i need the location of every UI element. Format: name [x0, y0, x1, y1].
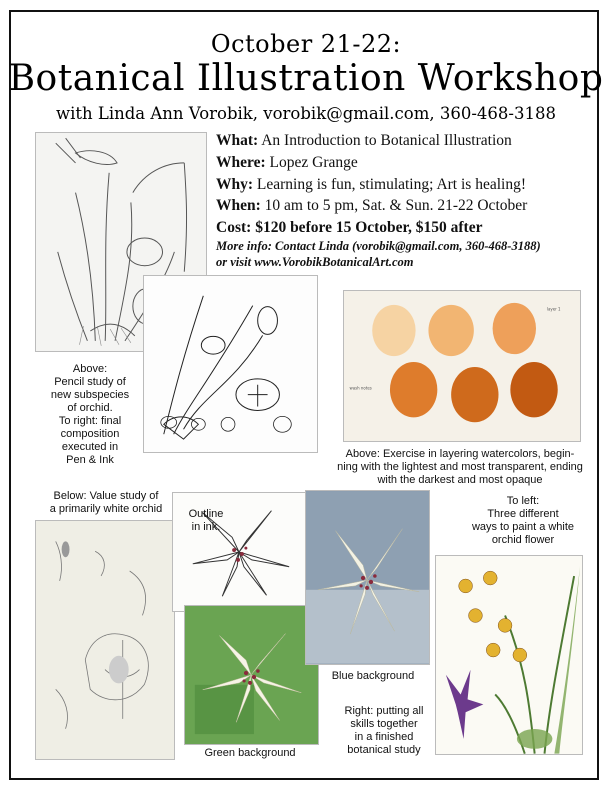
caption-line: composition	[60, 428, 120, 440]
botanical-study-image	[435, 555, 583, 755]
watercolor-caption	[325, 448, 595, 487]
green-background-caption: Green background	[204, 747, 296, 759]
right-caption	[334, 705, 434, 757]
caption-line: To right: final	[58, 415, 122, 427]
caption-line: of orchid.	[67, 402, 113, 414]
where-label: Where:	[216, 154, 266, 171]
caption-line: Three different	[487, 508, 559, 520]
svg-text:wash notes: wash notes	[349, 385, 372, 391]
page-title: Botanical Illustration Workshop	[8, 58, 604, 99]
pencil-study-caption	[42, 363, 138, 467]
caption-line: To left:	[506, 495, 540, 507]
instructor-line: with Linda Ann Vorobik, vorobik@gmail.com, 360-468-3188	[55, 104, 556, 123]
when-label: When:	[216, 197, 261, 214]
when-line	[216, 197, 527, 215]
when-value: 10 am to 5 pm, Sat. & Sun. 21-22 October	[264, 197, 528, 214]
value-study-caption	[36, 490, 176, 516]
caption-line: new subspecies	[50, 389, 130, 401]
why-label: Why:	[216, 176, 254, 193]
caption-line: Pen & Ink	[66, 454, 114, 466]
what-line	[216, 132, 512, 150]
blue-background-caption: Blue background	[331, 670, 415, 682]
value-study-image	[35, 520, 175, 760]
pen-ink-image	[143, 275, 318, 453]
cost-value: $120 before 15 October, $150 after	[255, 219, 483, 236]
what-value: An Introduction to Botanical Illustration	[261, 132, 512, 149]
outline-caption	[176, 508, 236, 534]
caption-line: Below: Value study of	[53, 490, 159, 502]
cost-line	[216, 219, 482, 237]
why-line	[216, 176, 526, 194]
svg-text:layer 1: layer 1	[546, 306, 561, 312]
caption-line: in ink.	[191, 521, 221, 533]
more-info-line: More info: Contact Linda (vorobik@gmail.com, 360-468-3188)	[216, 239, 541, 253]
blue-background-image	[305, 490, 430, 665]
caption-line: skills together	[350, 718, 418, 730]
green-background-image	[184, 605, 319, 745]
caption-line: a primarily white orchid	[49, 503, 163, 515]
caption-line: Right: putting all	[344, 705, 424, 717]
caption-line: Above:	[72, 363, 108, 375]
caption-line: Above: Exercise in layering watercolors, begin-	[345, 448, 575, 460]
caption-line: Pencil study of	[54, 376, 126, 388]
where-value: Lopez Grange	[269, 154, 358, 171]
what-label: What:	[216, 132, 259, 149]
caption-line: botanical study	[347, 744, 421, 756]
caption-line: executed in	[61, 441, 119, 453]
caption-line: with the darkest and most opaque	[377, 474, 543, 486]
caption-line: in a finished	[354, 731, 414, 743]
to-left-caption	[468, 495, 578, 547]
caption-line: ways to paint a white	[471, 521, 575, 533]
caption-line: orchid flower	[491, 534, 555, 546]
website-line: or visit www.VorobikBotanicalArt.com	[216, 255, 414, 269]
event-date: October 21-22:	[210, 30, 402, 58]
why-value: Learning is fun, stimulating; Art is healing!	[256, 176, 526, 193]
where-line	[216, 154, 358, 172]
watercolor-buds-image	[343, 290, 581, 442]
caption-line: ning with the lightest and most transparent, ending	[337, 461, 583, 473]
caption-line: Outline	[188, 508, 224, 520]
cost-label: Cost:	[216, 219, 252, 236]
